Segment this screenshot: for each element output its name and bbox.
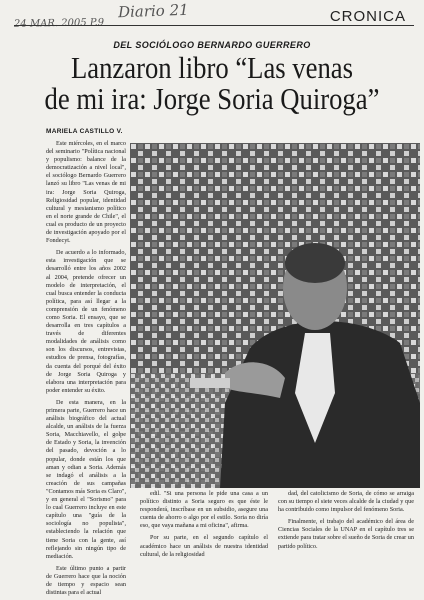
handwritten-date: 24 MAR. 2005 P.9 (13, 17, 105, 30)
kicker: DEL SOCIÓLOGO BERNARDO GUERRERO (113, 40, 311, 50)
header-rule (14, 25, 414, 26)
section-label: CRONICA (329, 8, 406, 25)
headline-line-1: Lanzaron libro “Las venas (70, 50, 354, 85)
paragraph: edil. "Si una persona le pide una casa a un político distinto a Soria seguro es que éste le responderá, inscríbase en un subsidio, asegure una cuenta de ahorro o algo por el estilo. Soria no diría eso, que vaya mañana a mi oficina", afirma. (140, 490, 268, 530)
portrait-photo (130, 143, 420, 488)
handwritten-paper-name: Diario 21 (117, 0, 189, 22)
paragraph: Por su parte, en el segundo capítulo el académico hace un análisis de nuestra identidad cultural, de la religiosidad (140, 534, 268, 558)
paragraph: De esta manera, en la primera parte, Guerrero hace un análisis biográfico del actual alcalde, un análisis de la fuerza Soria, Macchiavello, el golpe de Estado y Soria, la invención del pasado, devoción a lo popular, donde están los que aman y odian a Soria. Además se indagó el análisis a la creación de sus campañas "Contamos más Soria es Claro", y en general el "Sorismo" para lo cual Guerrero incluye en este capítulo una "guía de la sociología no populista", estableciendo la relación que tiene Soria con la gente, así reflejando sin ningún tipo de mediación. (46, 398, 126, 560)
paragraph: Finalmente, el trabajo del académico del área de Ciencias Sociales de la UNAP en el capítulo tres se extiende para tratar sobre el sueño de Soria de crear un partido político. (278, 518, 414, 550)
article-column-2 (140, 490, 268, 596)
article-column-1 (46, 140, 126, 596)
paragraph: De acuerdo a lo informado, esta investigación que se desarrolló entre los años 2002 al 2004, pretende ofrecer un modelo de interpretación, el cual busca entender la conducta política, para así llegar a la comprensión de un fenómeno como Soria. El ensayo, que se desarrolla en tres capítulos a través de diferentes modalidades de análisis como son los discursos, entrevistas, estudios de prensa, fotografías, da cuenta del porqué del éxito de Jorge Soria Quiroga y elabora una interpretación para poder entender su éxito. (46, 249, 126, 394)
article-column-3 (278, 490, 414, 596)
headline-line-2: de mi ira: Jorge Soria Quiroga” (44, 81, 380, 116)
headline (37, 52, 388, 114)
paragraph: Este último punto a partir de Guerrero hace que la noción de tiempo y espacio sean distintas para el actual (46, 564, 126, 596)
portrait-photo-graphic (130, 143, 420, 488)
paragraph: dad, del catolicismo de Soria, de cómo se arraiga con su tiempo el siete veces alcalde de la ciudad y que ha contribuido como impulsor del fenómeno Soria. (278, 490, 414, 514)
byline: MARIELA CASTILLO V. (46, 128, 123, 135)
paragraph: Este miércoles, en el marco del seminario "Política nacional y populismo: balance de la democratización a nivel local", el sociólogo Bernardo Guerrero lanzó su libro "Las venas de mi ira: Jorge Soria Quiroga, Religiosidad popular, identidad cultural y mesianismo político en el norte grande de Chile", el cual es producto de un proyecto de investigación apoyado por el Fondecyt. (46, 140, 126, 245)
